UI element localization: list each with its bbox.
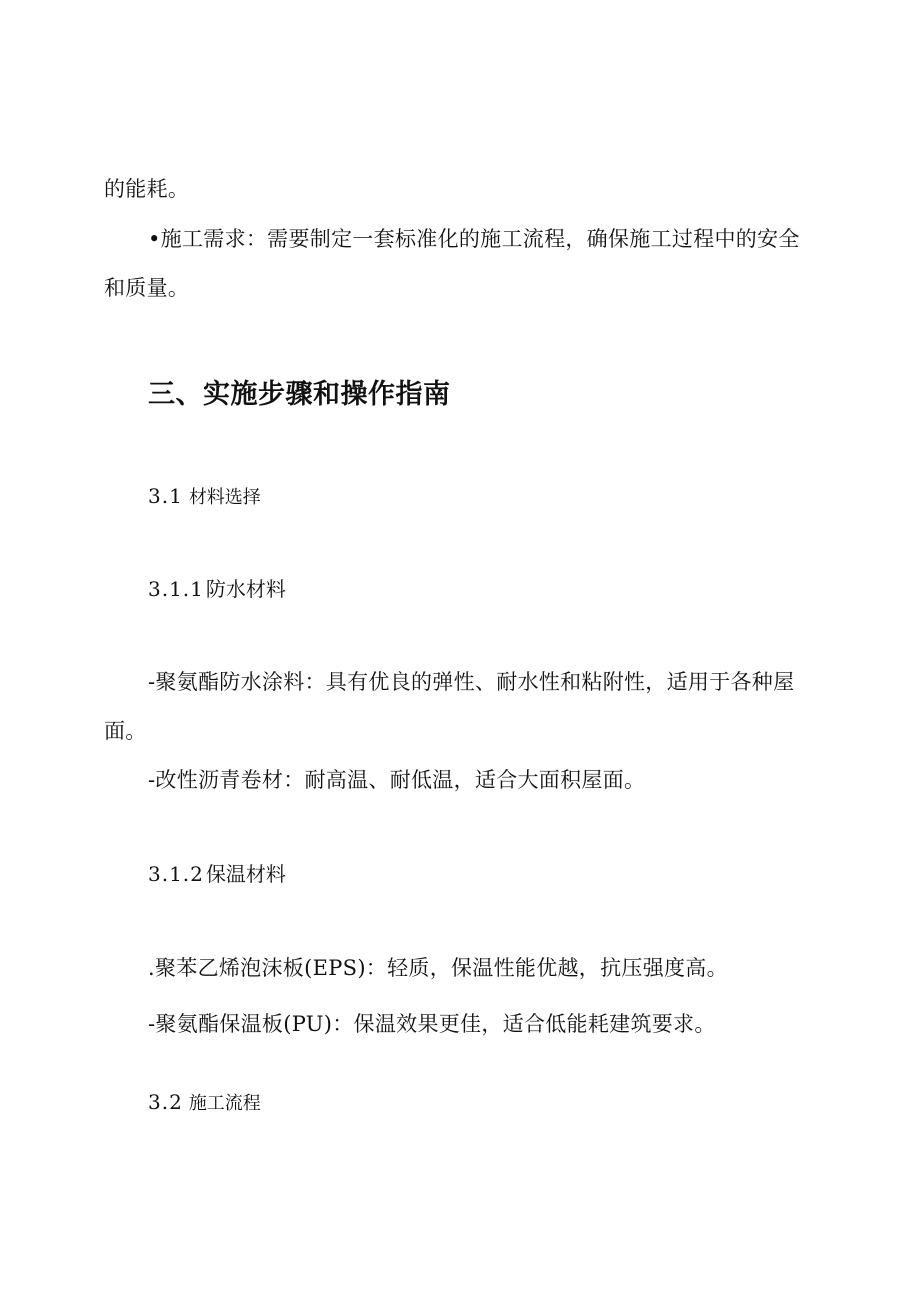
insulation-item-eps: .聚苯乙烯泡沫板(EPS)：轻质，保温性能优越，抗压强度高。 (148, 956, 728, 980)
waterproof-item-pu-coating-cont: 面。 (104, 719, 147, 743)
heading-3-1 (148, 482, 261, 512)
paragraph-energy-tail: 的能耗。 (104, 177, 190, 201)
heading-3-2 (148, 1088, 261, 1118)
heading-number: 3.2 (148, 1090, 183, 1114)
heading-number: 3.1 (148, 484, 183, 508)
section-3-heading: 三、实施步骤和操作指南 (148, 379, 451, 410)
heading-label: 材料选择 (188, 487, 261, 508)
heading-3-1-1 (148, 575, 286, 603)
paragraph-construction-need-cont: 和质量。 (104, 276, 190, 300)
paragraph-construction-need: •施工需求：需要制定一套标准化的施工流程，确保施工过程中的安全 (148, 227, 800, 251)
waterproof-item-pu-coating: -聚氨酯防水涂料：具有优良的弹性、耐水性和粘附性，适用于各种屋 (148, 670, 795, 694)
heading-3-1-2 (148, 860, 286, 888)
heading-number: 3.1.2 (148, 862, 204, 886)
heading-label: 施工流程 (188, 1093, 261, 1114)
heading-label: 保温材料 (205, 862, 286, 886)
heading-label: 防水材料 (205, 577, 286, 601)
heading-number: 3.1.1 (148, 577, 204, 601)
waterproof-item-asphalt: -改性沥青卷材：耐高温、耐低温，适合大面积屋面。 (148, 768, 646, 792)
insulation-item-pu-board: -聚氨酯保温板(PU)：保温效果更佳，适合低能耗建筑要求。 (148, 1012, 716, 1036)
